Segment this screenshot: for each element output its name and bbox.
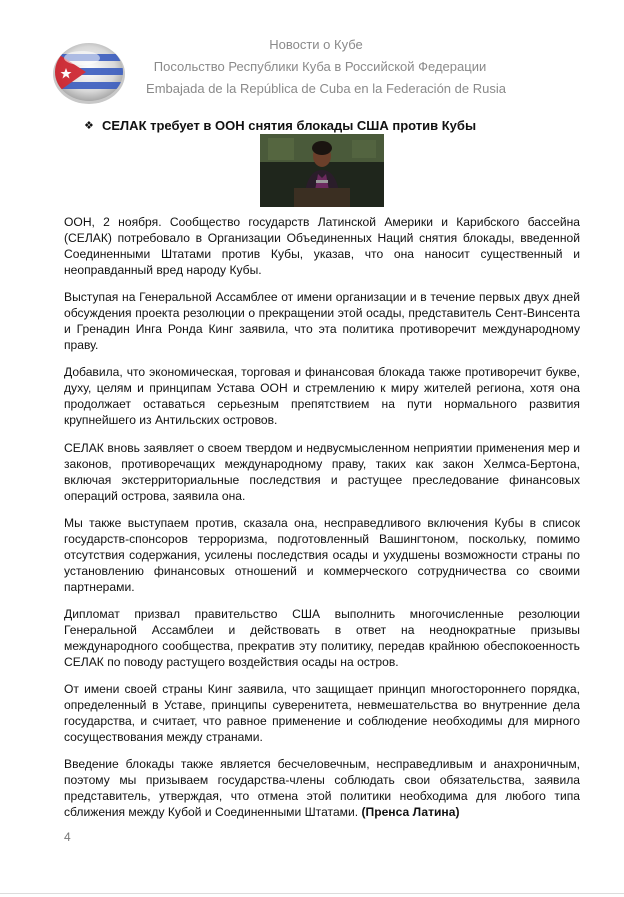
header-embassy-es: Embajada de la República de Cuba en la Federación de Rusia [146,81,506,96]
article-paragraph: Дипломат призвал правительство США выполнить многочисленные резолюции Генеральной Ассамблеи и действовать в ответ на неоднократные призывы международного сообщества, прекратив эту политику, передав крайнюю обеспокоенность СЕЛАК по поводу растущего воздействия осады на остров. [64,607,580,669]
article-paragraph: Добавила, что экономическая, торговая и финансовая блокада также противоречит букве, духу, целям и принципам Устава ООН и стремлению к миру жителей региона, хотя она продолжает оставаться серьезным препятствием на пути нормального развития крупнейшего из Антильских островов. [64,365,580,427]
article-headline: СЕЛАК требует в ООН снятия блокады США против Кубы [102,118,477,133]
page-number: 4 [64,830,71,844]
speaker-photo [260,134,384,207]
header-title: Новости о Кубе [269,37,363,52]
document-header [120,34,520,100]
article-paragraph: СЕЛАК вновь заявляет о своем твердом и недвусмысленном неприятии применения мер и законов, противоречащих международному праву, таких как закон Хелмса-Бертона, включая экстерриториальные последствия и растущее преследование финансовых операций острова, заявила она. [64,441,580,503]
article-paragraph: От имени своей страны Кинг заявила, что защищает принцип многостороннего порядка, определенный в Уставе, принципы суверенитета, невмешательства во внутренние дела государства, и считает, что равное применение и соблюдение необходимы для мирного сосуществования между странами. [64,682,580,744]
article-body [64,214,580,831]
article-paragraph-text: Введение блокады также является бесчеловечным, несправедливым и анахроничным, поэтому мы призываем государства-члены соблюдать свои обязательства, заявила представитель, утверждая, что отмена этой политики необходима для любого типа сближения между Кубой и Соединенными Штатами. [64,757,580,819]
article-paragraph: ООН, 2 ноября. Сообщество государств Латинской Америки и Карибского бассейна (СЕЛАК) потребовало в Организации Объединенных Наций снятия блокады, введенной Соединенными Штатами против Кубы, указав, что она наносит существенный и неоправданный вред народу Кубы. [64,215,580,277]
article-source: (Пренса Латина) [361,805,460,819]
article-headline-row [84,118,564,133]
header-embassy-ru: Посольство Республики Куба в Российской Федерации [153,59,487,74]
diamond-bullet-icon: ❖ [84,120,94,132]
page-bottom-divider [0,893,624,894]
article-paragraph: Выступая на Генеральной Ассамблее от имени организации и в течение первых двух дней обсуждения проекта резолюции о прекращении этой осады, представитель Сент-Винсента и Гренадин Инга Ронда Кинг заявила, что эта политика противоречит международному праву. [64,290,580,352]
article-paragraph-last [64,756,580,820]
article-paragraph: Мы также выступаем против, сказала она, несправедливого включения Кубы в список государств-спонсоров терроризма, подготовленный Вашингтоном, поскольку, помимо отсутствия содержания, усилены последствия осады и ухудшены возможности страны по установлению финансовых отношений и коммерческого сотрудничества со своими партнерами. [64,516,580,594]
